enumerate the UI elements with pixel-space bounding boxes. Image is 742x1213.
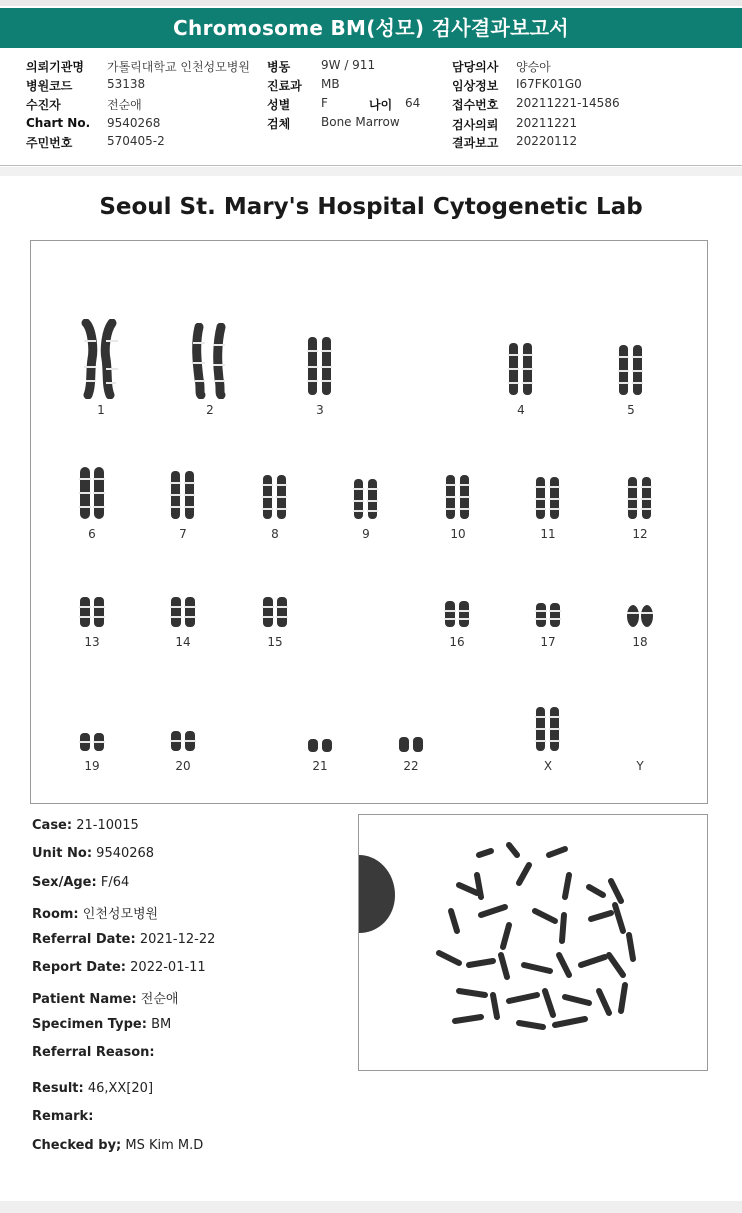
ward-label: 병동: [267, 60, 291, 74]
referral-reason-row: Referral Reason:: [32, 1045, 155, 1060]
chromosome-label: 12: [632, 527, 648, 541]
chromosome-label: 1: [97, 403, 105, 417]
chromosome-image: [300, 735, 340, 755]
chart-no-value: 9540268: [107, 116, 161, 130]
patient-label: 수진자: [26, 98, 61, 112]
header-info: [0, 48, 742, 166]
department-value: MB: [321, 77, 340, 91]
metaphase-image: [358, 814, 708, 1071]
request-date-label: 검사의뢰: [452, 118, 499, 132]
chromosome-label: 5: [627, 403, 635, 417]
specimen-type-row: Specimen Type: BM: [32, 1017, 172, 1032]
chromosome-label: 9: [362, 527, 370, 541]
patient-name-row: Patient Name: 전순애: [32, 992, 179, 1007]
chromosome-image: [163, 727, 203, 755]
referral-date-row: Referral Date: 2021-12-22: [32, 932, 216, 947]
chromosome-label: 14: [175, 635, 191, 649]
age-label: 나이: [369, 98, 393, 112]
doctor-label: 담당의사: [452, 60, 499, 74]
chromosome-image: [528, 599, 568, 631]
sex-value: F: [321, 96, 328, 110]
chromosome-label: 18: [632, 635, 648, 649]
report-date-row: Report Date: 2022-01-11: [32, 960, 206, 975]
hospital-code-value: 53138: [107, 77, 146, 91]
resident-no-label: 주민번호: [26, 136, 73, 150]
metaphase-spread: [359, 815, 708, 1071]
chromosome-label: 15: [267, 635, 283, 649]
hospital-label: 의뢰기관명: [26, 60, 84, 74]
checked-by-row: Checked by; MS Kim M.D: [32, 1138, 204, 1153]
department-label: 진료과: [267, 79, 302, 93]
chromosome-pair: [381, 733, 441, 773]
chromosome-label: X: [543, 759, 553, 773]
chromosome-pair: [62, 593, 122, 649]
hospital-code-label: 병원코드: [26, 79, 73, 93]
chromosome-pair: [610, 733, 670, 773]
chromosome-image: [255, 593, 295, 631]
chromosome-label: 4: [517, 403, 525, 417]
chromosome-label: 16: [449, 635, 465, 649]
chart-no-label: Chart No.: [26, 116, 91, 130]
result-row: Result: 46,XX[20]: [32, 1081, 154, 1096]
chromosome-image: [185, 323, 235, 399]
doctor-value: 양승아: [516, 60, 551, 74]
chromosome-label: 2: [206, 403, 214, 417]
chromosome-image: [620, 601, 660, 631]
chromosome-pair: [518, 473, 578, 541]
chromosome-pair: [153, 727, 213, 773]
resident-no-value: 570405-2: [107, 134, 165, 148]
chromosome-image: [300, 333, 340, 399]
chromosome-pair: [245, 471, 305, 541]
lab-title: Seoul St. Mary's Hospital Cytogenetic Lab: [99, 194, 643, 220]
chromosome-pair: [62, 463, 122, 541]
clinical-info-value: I67FK01G0: [516, 77, 582, 91]
chromosome-pair: [290, 333, 350, 417]
chromosome-pair: [610, 473, 670, 541]
unit-row: Unit No: 9540268: [32, 846, 155, 861]
chromosome-image: [528, 703, 568, 755]
chromosome-pair: [153, 593, 213, 649]
chromosome-label: 8: [271, 527, 279, 541]
chromosome-image: [72, 729, 112, 755]
report-date-value: 20220112: [516, 134, 578, 148]
case-row: Case: 21-10015: [32, 818, 139, 833]
age-value: 64: [405, 96, 421, 110]
chromosome-label: 7: [179, 527, 187, 541]
section-divider: [0, 167, 742, 176]
chromosome-image: [255, 471, 295, 523]
chromosome-pair: [71, 319, 131, 417]
report-title: Chromosome BM(성모) 검사결과보고서: [0, 8, 742, 48]
chromosome-label: Y: [636, 759, 644, 773]
chromosome-image: [72, 593, 112, 631]
chromosome-label: 3: [316, 403, 324, 417]
report-date-label: 결과보고: [452, 136, 499, 150]
chromosome-label: 13: [84, 635, 100, 649]
chromosome-image: [346, 475, 386, 523]
chromosome-image: [163, 593, 203, 631]
chromosome-image: [76, 319, 126, 399]
patient-value: 전순애: [107, 98, 142, 112]
chromosome-pair: [491, 339, 551, 417]
chromosome-label: 17: [540, 635, 556, 649]
chromosome-label: 6: [88, 527, 96, 541]
receipt-no-label: 접수번호: [452, 98, 499, 112]
chromosome-pair: [601, 341, 661, 417]
chromosome-label: 20: [175, 759, 191, 773]
specimen-label: 검체: [267, 117, 291, 131]
chromosome-image: [163, 467, 203, 523]
chromosome-image: [611, 341, 651, 399]
chromosome-image: [501, 339, 541, 399]
chromosome-pair: [427, 597, 487, 649]
ward-value: 9W / 911: [321, 58, 376, 72]
chromosome-image: [437, 597, 477, 631]
hospital-value: 가톨릭대학교 인천성모병원: [107, 60, 250, 74]
chromosome-pair: [245, 593, 305, 649]
chromosome-pair: [62, 729, 122, 773]
top-edge: [0, 0, 742, 6]
request-date-value: 20211221: [516, 116, 578, 130]
chromosome-label: 11: [540, 527, 556, 541]
karyotype-panel: [30, 240, 708, 804]
chromosome-pair: [336, 475, 396, 541]
sex-age-row: Sex/Age: F/64: [32, 875, 130, 890]
chromosome-pair: [428, 471, 488, 541]
chromosome-pair: [518, 599, 578, 649]
chromosome-image: [438, 471, 478, 523]
clinical-info-label: 임상정보: [452, 79, 499, 93]
chromosome-pair: [290, 735, 350, 773]
chromosome-pair: [610, 601, 670, 649]
chromosome-image: [72, 463, 112, 523]
receipt-no-value: 20211221-14586: [516, 96, 620, 110]
bottom-edge: [0, 1201, 742, 1213]
specimen-value: Bone Marrow: [321, 115, 400, 129]
chromosome-pair: [153, 467, 213, 541]
sex-label: 성별: [267, 98, 291, 112]
chromosome-label: 10: [450, 527, 466, 541]
chromosome-image: [620, 473, 660, 523]
chromosome-pair: [180, 323, 240, 417]
remark-row: Remark:: [32, 1109, 94, 1124]
room-row: Room: 인천성모병원: [32, 907, 159, 922]
chromosome-image: [528, 473, 568, 523]
chromosome-label: 19: [84, 759, 100, 773]
chromosome-pair: [518, 703, 578, 773]
chromosome-label: 22: [403, 759, 419, 773]
chromosome-image: [391, 733, 431, 755]
chromosome-label: 21: [312, 759, 328, 773]
